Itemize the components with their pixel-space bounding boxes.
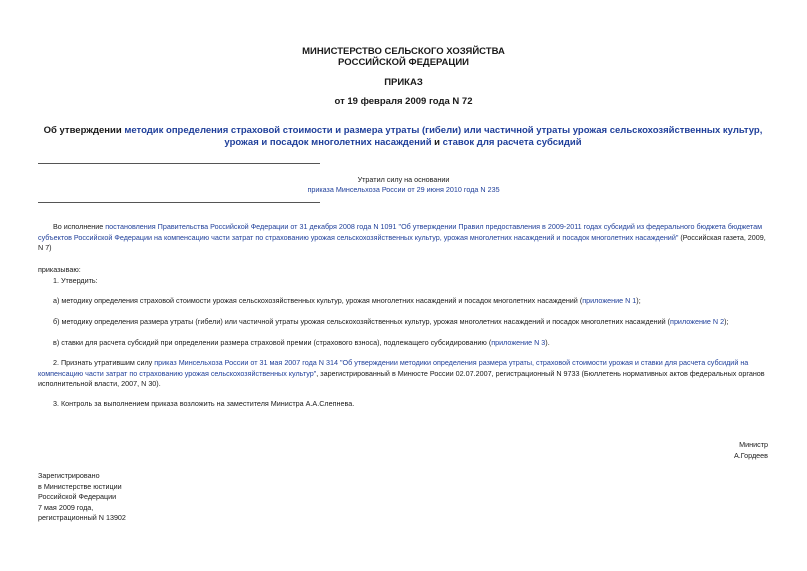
ministry-line-2: РОССИЙСКОЙ ФЕДЕРАЦИИ: [337, 57, 469, 68]
title-middle: и: [431, 137, 443, 148]
item-1c-link[interactable]: приложение N 3: [491, 338, 546, 347]
title-link-rates[interactable]: ставок для расчета субсидий: [442, 137, 582, 148]
signature-name: А.Гордеев: [733, 451, 768, 460]
item-1c-text: в) ставки для расчета субсидий при определении размера страховой премии (страхового взноса), подлежащего субсидированию (: [53, 338, 492, 347]
intro-paragraph: [38, 222, 768, 254]
registration-line-3: Российской Федерации: [38, 492, 117, 501]
item-1c: [53, 338, 768, 349]
item-2-suffix: , зарегистрированный в Минюсте России 02.07.2007, регистрационный N 9733 (Бюллетень нормативных актов федеральных органов исполнительной власти, 2007, N 30).: [38, 368, 765, 388]
signature-position: Министр: [739, 440, 768, 449]
item-1c-end: ).: [545, 338, 550, 347]
ministry-line-1: МИНИСТЕРСТВО СЕЛЬСКОГО ХОЗЯЙСТВА: [302, 46, 505, 57]
item-1a-text: а) методику определения страховой стоимости урожая сельскохозяйственных культур, урожая многолетних насаждений и посадок многолетних насаждений (: [53, 296, 583, 305]
intro-link-decree[interactable]: постановления Правительства Российской Федерации от 31 декабря 2008 года N 1091 "Об утверждении Правил предоставления в 2009-2011 годах субсидий из федерального бюджета бюджетам субъектов Российской Федерации на компенсацию части затрат по страхованию урожая сельскохозяйственных культур, урожая многолетних насаждений и посадок многолетних насаждений": [38, 222, 763, 242]
status-link[interactable]: приказа Минсельхоза России от 29 июня 2010 года N 235: [307, 185, 500, 194]
item-1a: [53, 296, 768, 307]
item-1b-link[interactable]: приложение N 2: [670, 317, 725, 326]
registration-line-4: 7 мая 2009 года,: [38, 502, 94, 512]
item-2: [38, 358, 768, 390]
orders-text: приказываю:: [38, 265, 81, 274]
intro-prefix: Во исполнение: [53, 222, 106, 231]
divider-bottom: [38, 202, 320, 203]
doc-type: ПРИКАЗ: [384, 77, 423, 88]
item-2-prefix: 2. Признать утратившим силу: [53, 358, 155, 367]
registration-block: [38, 471, 126, 524]
intro-suffix: (Российская газета, 2009, N 7): [38, 232, 766, 252]
ministry-name: [0, 46, 807, 68]
divider-top: [38, 163, 320, 164]
registration-line-2: в Министерстве юстиции: [38, 481, 122, 491]
item-1b: [53, 317, 768, 328]
title-prefix: Об утверждении: [43, 125, 125, 136]
item-1b-end: );: [724, 317, 729, 326]
doc-date: от 19 февраля 2009 года N 72: [334, 96, 473, 107]
item-1a-link[interactable]: приложение N 1: [582, 296, 637, 305]
registration-line-5: регистрационный N 13902: [38, 513, 126, 522]
item-3: 3. Контроль за выполнением приказа возложить на заместителя Министра А.А.Слепнева.: [53, 399, 355, 408]
item-1a-end: );: [636, 296, 641, 305]
title-link-methods[interactable]: методик определения страховой стоимости и размера утраты (гибели) или частичной утраты урожая сельскохозяйственных культур, урожая и посадок многолетних насаждений: [124, 125, 763, 148]
registration-line-1: Зарегистрировано: [38, 471, 100, 480]
item-1: 1. Утвердить:: [53, 276, 98, 285]
item-1b-text: б) методику определения размера утраты (гибели) или частичной утраты урожая сельскохозяйственных культур, урожая многолетних насаждений и посадок многолетних насаждений (: [53, 317, 671, 326]
status-line: Утратил силу на основании: [357, 175, 450, 184]
doc-title: [38, 125, 768, 149]
item-2-link[interactable]: приказ Минсельхоза России от 31 мая 2007 года N 314 "Об утверждении методики определения размера утраты, страховой стоимости урожая и ставки для расчета субсидий на компенсацию части затрат по страхованию урожая сельскохозяйственных культур": [38, 358, 749, 378]
